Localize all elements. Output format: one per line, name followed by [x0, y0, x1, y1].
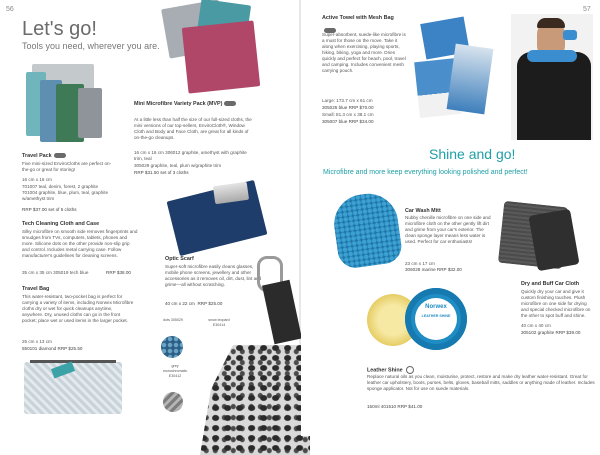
tech-cloth-price: RRP $38.00 [106, 270, 131, 275]
hero-subtitle: Tools you need, wherever you are. [22, 41, 160, 51]
travel-cloth-graphite [78, 88, 102, 138]
towel-small-price: 305007 blue RRP $34.00 [322, 119, 374, 124]
shine-title: Shine and go! [429, 146, 516, 162]
leather-jar-brand: Norwex [425, 304, 447, 310]
car-mitt-title: Car Wash Mitt [405, 208, 441, 214]
tech-cloth-desc: Silky microfibre on smooth side removes fingerprints and smudges from TVs, computers, tablets, phones and more. Silicone dots on the other provide non-slip grip and control. Includes metal carrying case. Follow manufacturer's guidelines for cleaning screens. [22, 229, 138, 258]
swatch-dots[interactable] [161, 336, 183, 358]
mvp-desc: At a little less than half the size of our full-sized cloths, the mini versions of our top-sellers, EnviroCloth®, Window Cloth and Body and Face Cloth, are great for all kinds of on-the-go cleanups. [134, 117, 252, 140]
mvp-codes: 305029 graphite, teal, plum w/graphite trim [134, 163, 222, 168]
man-towel [527, 50, 577, 62]
travel-pack-price: RRP $37.00 set of 5 cloths [22, 207, 77, 212]
towel-large-size: Large: 173.7 cm x 61 cm [322, 98, 373, 103]
dry-buff-price: 305102 graphite RRP $39.00 [521, 330, 581, 335]
travel-bag-zipper [30, 360, 116, 363]
scarf-tag [262, 280, 302, 345]
enviro-badge [224, 101, 236, 106]
tech-cloth-size: 35 cm x 35 cm 305019 tech blue [22, 270, 89, 275]
travel-bag-price: 550101 diamond RRP $25.50 [22, 346, 83, 351]
travel-pack-size: 16 cm x 16 cm [22, 177, 52, 182]
travel-pack-desc: Five mini-sized EnviroCloths are perfect on-the-go or great for storing! [22, 161, 112, 172]
mvp-title: Mini Microfibre Variety Pack (MVP) [134, 101, 236, 107]
leather-price: 150ml 401510 RRP $41.00 [367, 404, 423, 409]
optic-scarf-title: Optic Scarf [165, 256, 194, 262]
mvp-size: 16 cm x 16 cm 306012 graphite, amethyst with graphite trim, teal [134, 150, 247, 161]
travel-bag-size: 25 cm x 13 cm [22, 339, 52, 344]
tech-cloth-title: Tech Cleaning Cloth and Case [22, 221, 100, 227]
leather-desc: Replace natural oils as you clean, moisturise, protect, restore and make dry leather water-resistant. Great for leather car upholstery, boots, purses, belts, gloves, baseball mitts, saddles or anything made of leather. Includes sponge applicator. Not for use on suede materials. [367, 374, 595, 391]
swatch-label-dots: dots 305029 [163, 318, 183, 322]
hero-title: Let's go! [22, 18, 97, 40]
mvp-price: RRP $31.50 set of 3 cloths [134, 170, 189, 175]
car-mitt-image [330, 190, 403, 270]
optic-scarf-price: RRP $25.00 [197, 301, 223, 306]
swatch-grey-monochromatic[interactable] [163, 392, 183, 412]
travel-bag-title: Travel Bag [22, 286, 50, 292]
towel-small-size: Small: 81.3 cm x 38.1 cm [322, 112, 374, 117]
dry-buff-size: 40 cm x 40 cm [521, 323, 551, 328]
swatch-label-snow-leopard: snow leopard E30414 [208, 318, 230, 327]
leopard-scarf-image [200, 345, 310, 455]
shine-subtitle: Microfibre and more keep everything looking polished and perfect! [323, 169, 528, 176]
towel-title: Active Towel with Mesh Bag [322, 15, 394, 21]
leather-jar-text: LEATHER SHINE [421, 314, 451, 318]
travel-pack-title: Travel Pack [22, 153, 66, 159]
car-mitt-desc: Nubby chenille microfibre on one side and microfibre cloth on the other gently lift dirt and grime from your car's exterior. The clean sponge layer means less water is used. Perfect for car enthusiasts! [405, 215, 491, 244]
leather-badge-icon [406, 366, 414, 374]
man-towel-end [563, 30, 577, 40]
mini-cloth-plum [182, 20, 261, 93]
right-page [301, 0, 600, 436]
travel-bag-desc: This water-resistant, two-pocket bag is perfect for carrying a variety of items, including Norwex Microfibre cloths dry or wet for quick cleanups anytime, anywhere. Dry, unused cloths can go in the front pocket; place wet or used items in the larger pocket. [22, 294, 134, 323]
dry-buff-title: Dry and Buff Car Cloth [521, 281, 580, 287]
left-page [0, 0, 299, 436]
optic-scarf-size: 40 cm x 22 cm RRP $25.00 [165, 301, 223, 306]
towel-desc: Super-absorbent, suede-like microfibre is a must for those on the move. Take it along when exercising, playing sports, hiking, biking, yoga and more. Dries quickly and perfect for beach, pool, travel and camping. Includes convenient mesh carrying pouch. [322, 32, 406, 73]
leather-title: Leather Shine [367, 366, 414, 374]
travel-pack-codes: 701007 teal, denim, forest, 2 graphite 701004 graphite, blue, plum, teal, graphite w/amethyst trim [22, 184, 109, 201]
optic-scarf-desc: Super-soft microfibre easily cleans glasses, mobile phone screens, jewellery and other accessories as it removes oil, dirt, dust, lint and grime—all without scratching. [165, 264, 262, 287]
man-hair [537, 18, 565, 28]
dry-buff-desc: Quickly dry your car and give it custom finishing touches. Plush microfibre on one side for drying and special checked microfibre on the other to spot buff and shine. [521, 289, 591, 318]
page-number-left: 56 [6, 6, 14, 13]
towel-large-price: 305025 blue RRP $70.00 [322, 105, 374, 110]
enviro-badge [54, 153, 66, 158]
towel-mesh-bag-2 [447, 44, 494, 115]
car-mitt-price: 306028 marine RRP $32.00 [405, 267, 462, 272]
swatch-label-grey: grey monochromatic E30412 [162, 364, 188, 378]
dry-buff-cloth-fold [528, 209, 579, 271]
man-shirt [517, 52, 591, 140]
page-number-right: 57 [583, 6, 591, 13]
car-mitt-size: 23 cm x 17 cm [405, 261, 435, 266]
